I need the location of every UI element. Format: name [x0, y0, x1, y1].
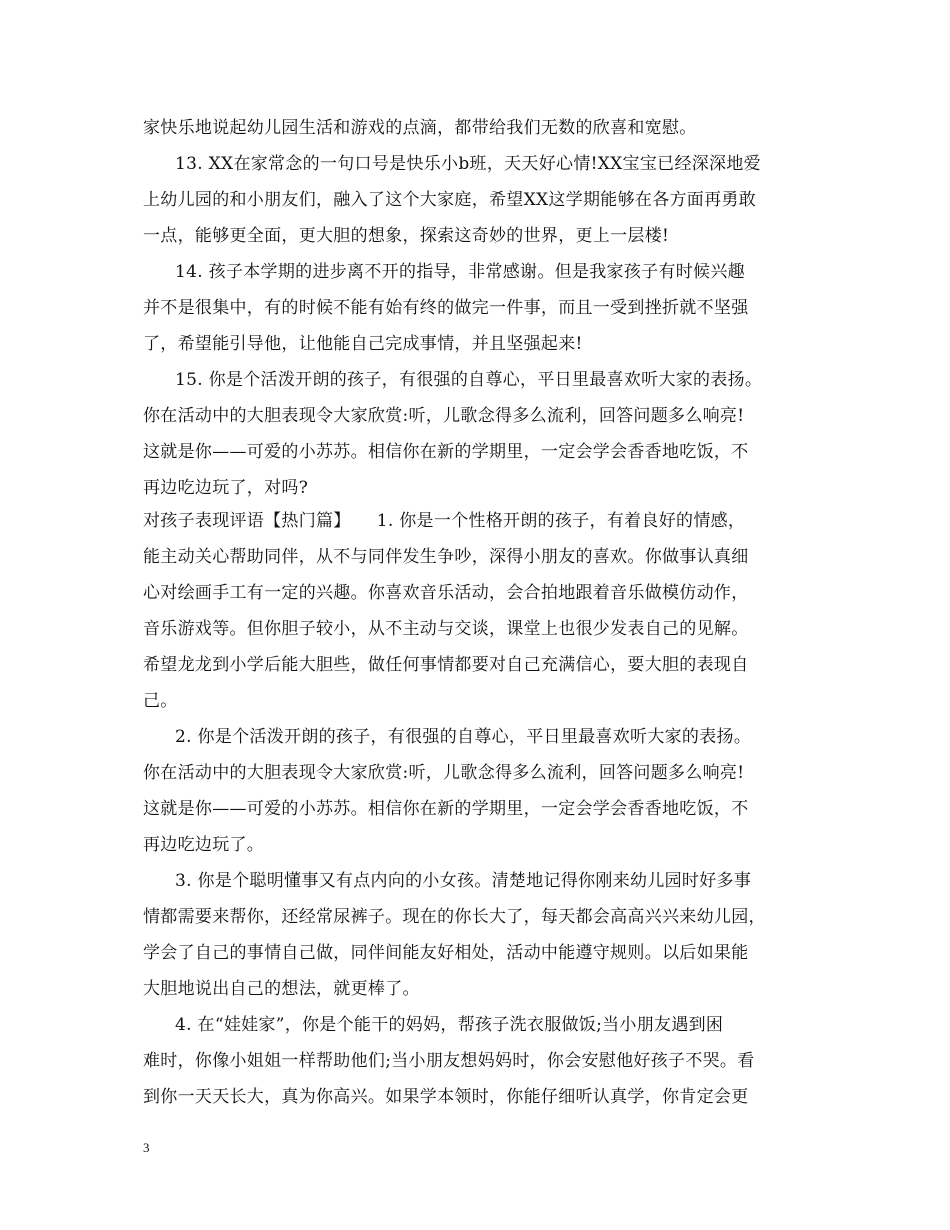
- text-line: 15. 你是个活泼开朗的孩子，有很强的自尊心，平日里最喜欢听大家的表扬。: [175, 370, 763, 390]
- text-line: 希望龙龙到小学后能大胆些，做任何事情都要对自己充满信心，要大胆的表现自: [143, 655, 749, 675]
- text-line: 一点，能够更全面，更大胆的想象，探索这奇妙的世界，更上一层楼!: [143, 226, 670, 246]
- text-line: 家快乐地说起幼儿园生活和游戏的点滴，都带给我们无数的欣喜和宽慰。: [143, 118, 697, 138]
- page-number: 3: [143, 1140, 150, 1155]
- text-line: 13. XX在家常念的一句口号是快乐小b班，天天好心情!XX宝宝已经深深地爱: [175, 154, 761, 174]
- text-line: 了，希望能引导他，让他能自己完成事情，并且坚强起来!: [143, 334, 583, 354]
- text-line: 己。: [143, 691, 178, 711]
- text-line: 情都需要来帮你，还经常尿裤子。现在的你长大了，每天都会高高兴兴来幼儿园，: [143, 907, 766, 927]
- text-line: 上幼儿园的和小朋友们，融入了这个大家庭，希望XX这学期能够在各方面再勇敢: [143, 190, 757, 210]
- text-line: 学会了自己的事情自己做，同伴间能友好相处，活动中能遵守规则。以后如果能: [143, 943, 749, 963]
- text-line: 音乐游戏等。但你胆子较小，从不主动与交谈，课堂上也很少发表自己的见解。: [143, 619, 749, 639]
- text-line: 难时，你像小姐姐一样帮助他们;当小朋友想妈妈时，你会安慰他好孩子不哭。看: [143, 1051, 755, 1071]
- text-line: 这就是你——可爱的小苏苏。相信你在新的学期里，一定会学会香香地吃饭，不: [143, 442, 749, 462]
- text-line: 14. 孩子本学期的进步离不开的指导，非常感谢。但是我家孩子有时候兴趣: [175, 262, 745, 282]
- text-line: 这就是你——可爱的小苏苏。相信你在新的学期里，一定会学会香香地吃饭，不: [143, 799, 749, 819]
- section-heading-line: 对孩子表现评语【热门篇】 1. 你是一个性格开朗的孩子，有着良好的情感，: [143, 511, 746, 531]
- text-line: 你在活动中的大胆表现令大家欣赏:听，儿歌念得多么流利，回答问题多么响亮!: [143, 763, 745, 783]
- text-line: 4. 在“娃娃家”，你是个能干的妈妈，帮孩子洗衣服做饭;当小朋友遇到困: [175, 1015, 724, 1035]
- text-line: 并不是很集中，有的时候不能有始有终的做完一件事，而且一受到挫折就不坚强: [143, 298, 749, 318]
- text-line: 2. 你是个活泼开朗的孩子，有很强的自尊心，平日里最喜欢听大家的表扬。: [175, 727, 752, 747]
- text-line: 再边吃边玩了，对吗?: [143, 478, 309, 498]
- text-line: 心对绘画手工有一定的兴趣。你喜欢音乐活动，会合拍地跟着音乐做模仿动作，: [143, 583, 749, 603]
- text-line: 能主动关心帮助同伴，从不与同伴发生争吵，深得小朋友的喜欢。你做事认真细: [143, 547, 749, 567]
- text-line: 你在活动中的大胆表现令大家欣赏:听，儿歌念得多么流利，回答问题多么响亮!: [143, 406, 745, 426]
- text-line: 大胆地说出自己的想法，就更棒了。: [143, 979, 420, 999]
- text-line: 到你一天天长大，真为你高兴。如果学本领时，你能仔细听认真学，你肯定会更: [143, 1087, 749, 1107]
- text-line: 3. 你是个聪明懂事又有点内向的小女孩。清楚地记得你刚来幼儿园时好多事: [175, 871, 752, 891]
- text-line: 再边吃边玩了。: [143, 835, 265, 855]
